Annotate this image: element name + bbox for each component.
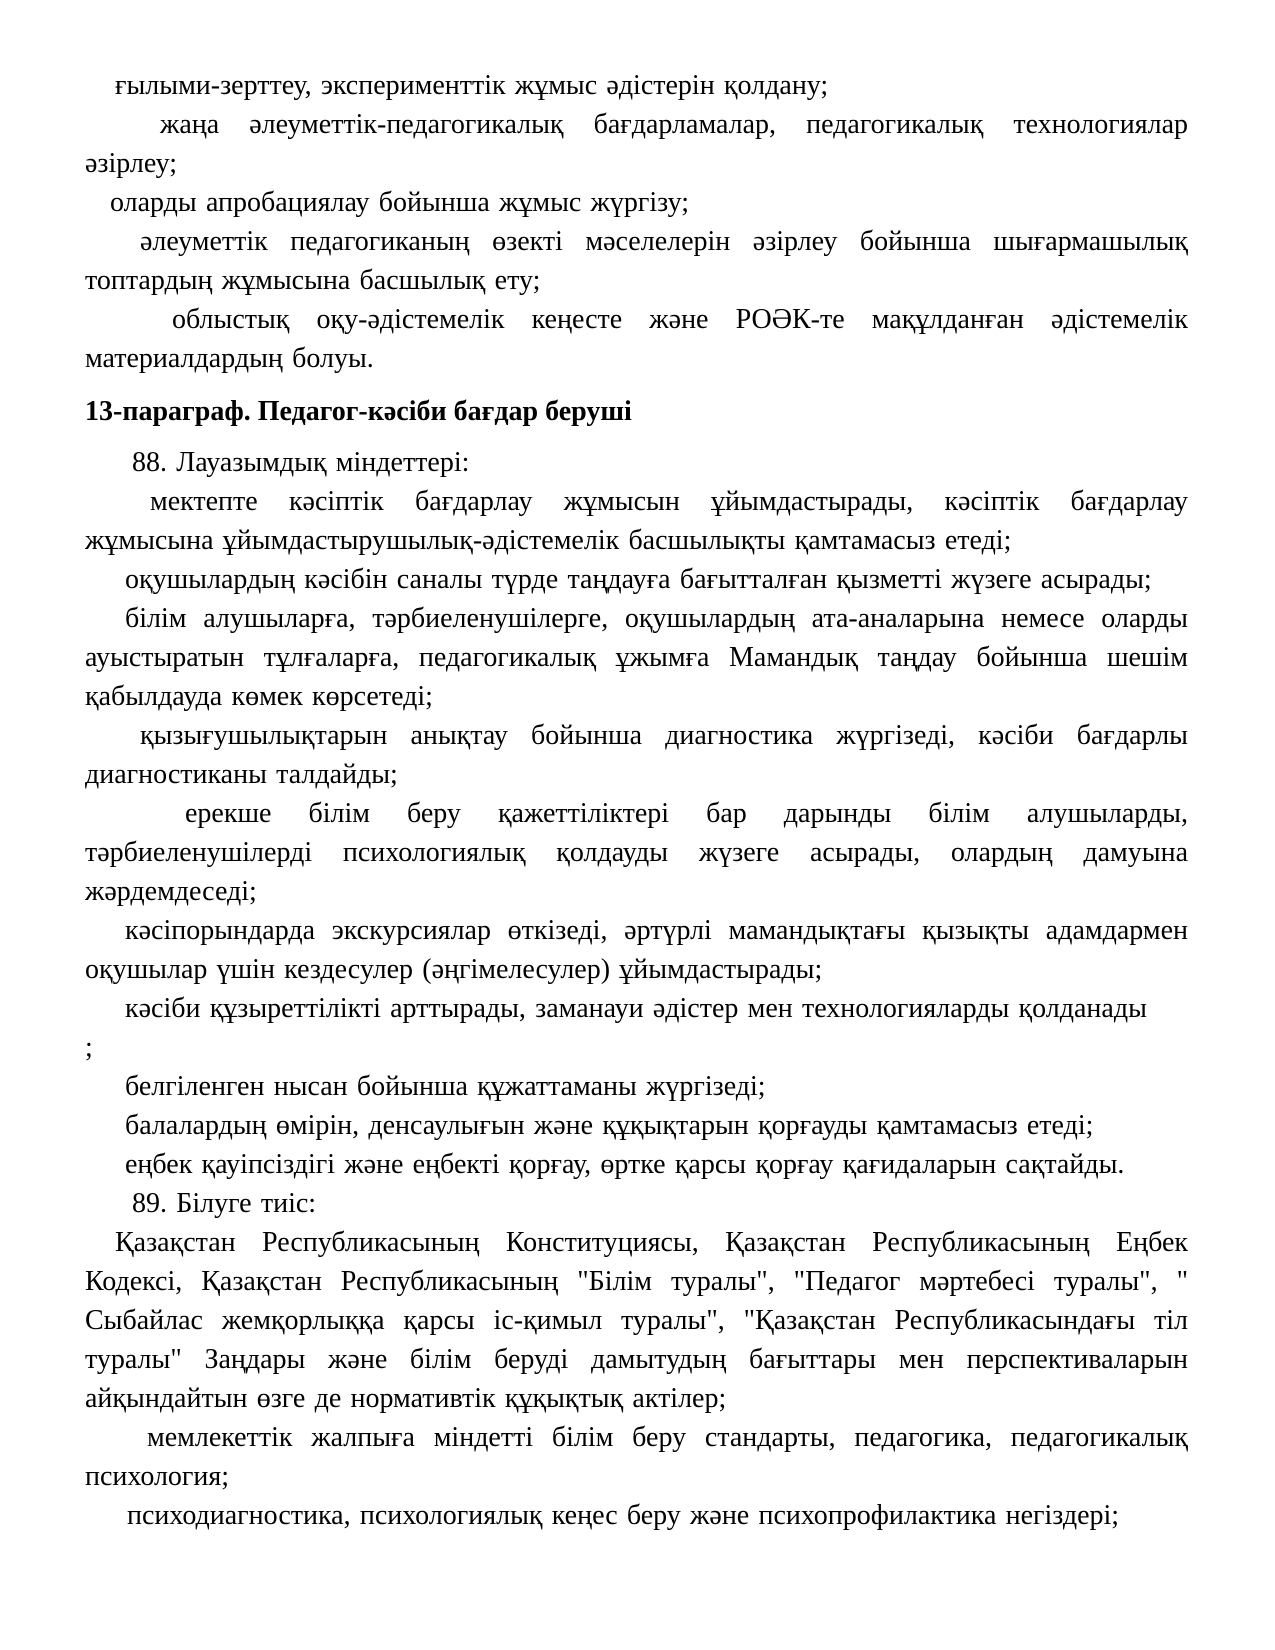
paragraph: әлеуметтік педагогиканың өзекті мәселелерін әзірлеу бойынша шығармашылық топтардың жұмысына басшылық ету; xyxy=(85,226,1188,296)
document-text-block xyxy=(85,66,1188,1535)
paragraph: ғылыми-зерттеу, эксперименттік жұмыс әдістерін қолдану; xyxy=(115,70,829,101)
paragraph: еңбек қауіпсіздігі және еңбекті қорғау, өртке қарсы қорғау қағидаларын сақтайды. xyxy=(125,1149,1125,1180)
paragraph: оларды апробациялау бойынша жұмыс жүргізу; xyxy=(110,187,690,218)
paragraph: кәсіпорындарда экскурсиялар өткізеді, әртүрлі мамандықтағы қызықты адамдармен оқушылар үшін кездесулер (әңгімелесулер) ұйымдастырады; xyxy=(85,915,1188,985)
paragraph: жаңа әлеуметтік-педагогикалық бағдарламалар, педагогикалық технологиялар әзірлеу; xyxy=(85,109,1188,179)
paragraph: білім алушыларға, тәрбиеленушілерге, оқушылардың ата-аналарына немесе оларды ауыстыратын тұлғаларға, педагогикалық ұжымға Мамандық таңдау бойынша шешім қабылдауда көмек көрсетеді; xyxy=(85,603,1188,712)
paragraph: ; xyxy=(85,1032,93,1063)
paragraph: мектепте кәсіптік бағдарлау жұмысын ұйымдастырады, кәсіптік бағдарлау жұмысына ұйымдастырушылық-әдістемелік басшылықты қамтамасыз етеді; xyxy=(85,486,1188,556)
paragraph: балалардың өмірін, денсаулығын және құқықтарын қорғауды қамтамасыз етеді; xyxy=(125,1110,1094,1141)
paragraph: қызығушылықтарын анықтау бойынша диагностика жүргізеді, кәсіби бағдарлы диагностиканы талдайды; xyxy=(85,720,1188,790)
paragraph: кәсіби құзыреттілікті арттырады, заманауи әдістер мен технологияларды қолданады xyxy=(125,993,1147,1024)
paragraph: 88. Лауазымдық міндеттері: xyxy=(132,447,470,478)
paragraph: Қазақстан Республикасының Конституциясы, Қазақстан Республикасының Еңбек Кодексі, Қазақстан Республикасының "Білім туралы", "Педагог мәртебесі туралы", " Сыбайлас жемқорлыққа қарсы іс-қимыл туралы", "Қазақстан Республикасындағы тіл туралы" Заңдары және білім беруді дамытудың бағыттары мен перспективаларын айқындайтын өзге де нормативтік құқықтық актілер; xyxy=(85,1227,1188,1414)
paragraph: облыстық оқу-әдістемелік кеңесте және РОӘК-те мақұлданған әдістемелік материалдардың болуы. xyxy=(85,304,1188,374)
section-heading: 13-параграф. Педагог-кәсіби бағдар беруші xyxy=(85,396,632,427)
paragraph: оқушылардың кәсібін саналы түрде таңдауға бағытталған қызметті жүзеге асырады; xyxy=(125,564,1152,595)
paragraph: мемлекеттік жалпыға міндетті білім беру стандарты, педагогика, педагогикалық психология; xyxy=(85,1422,1188,1492)
paragraph: 89. Білуге тиіс: xyxy=(132,1188,317,1219)
paragraph: ерекше білім беру қажеттіліктері бар дарынды білім алушыларды, тәрбиеленушілерді психологиялық қолдауды жүзеге асырады, олардың дамуына жәрдемдеседі; xyxy=(85,798,1188,907)
paragraph: белгіленген нысан бойынша құжаттаманы жүргізеді; xyxy=(125,1071,766,1102)
paragraph: психодиагностика, психологиялық кеңес беру және психопрофилактика негіздері; xyxy=(127,1500,1120,1531)
